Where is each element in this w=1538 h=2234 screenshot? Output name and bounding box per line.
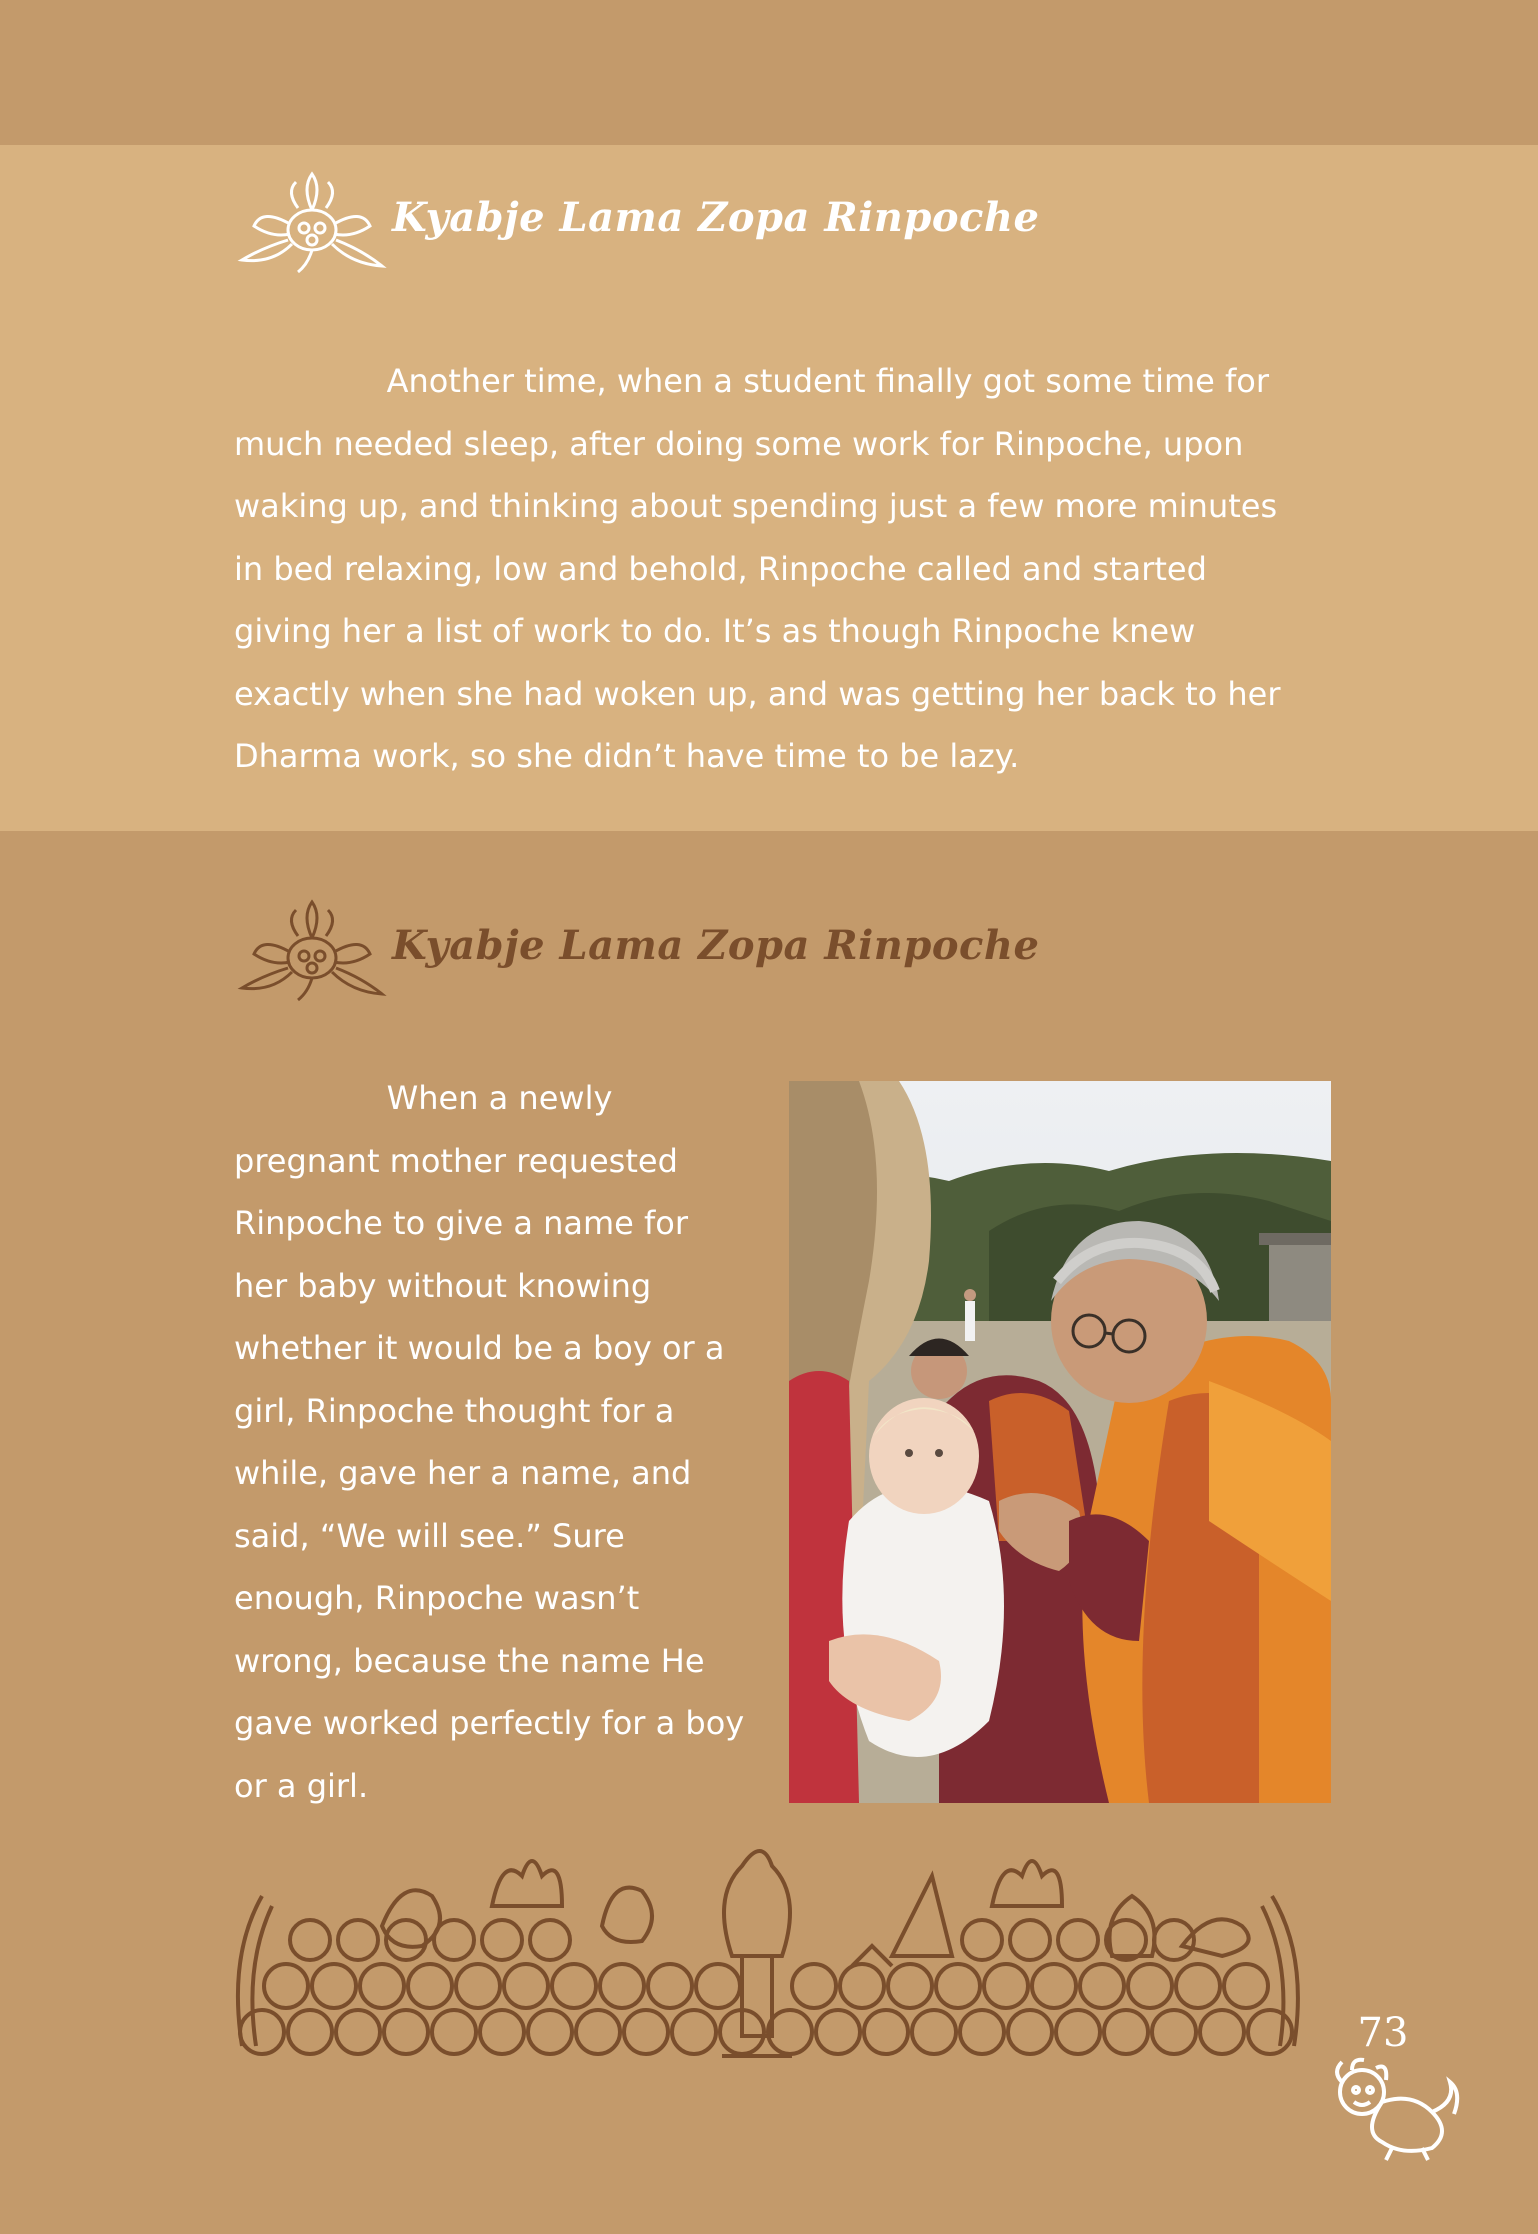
- text-line: exactly when she had woken up, and was getting her back to her: [234, 674, 1281, 713]
- top-band: [0, 0, 1538, 145]
- text-line: When a newly: [234, 1079, 613, 1117]
- text-line: girl, Rinpoche thought for a: [234, 1391, 675, 1430]
- lotus-flower-icon: [232, 896, 392, 1006]
- text-line: wrong, because the name He: [234, 1641, 705, 1680]
- section-heading-title: Kyabje Lama Zopa Rinpoche: [392, 194, 1040, 241]
- section-1-heading: [232, 168, 1132, 278]
- text-line: Dharma work, so she didn’t have time to be lazy.: [234, 737, 1020, 775]
- photo-illustration: [789, 1081, 1331, 1803]
- offerings-ornament: [232, 1836, 1304, 2072]
- lotus-flower-icon: [232, 168, 392, 278]
- section-1-paragraph: [234, 350, 1314, 788]
- page-number: 73: [1357, 2010, 1409, 2056]
- text-line: or a girl.: [234, 1766, 369, 1805]
- section-heading-title: Kyabje Lama Zopa Rinpoche: [392, 922, 1040, 969]
- text-line: pregnant mother requested: [234, 1141, 678, 1180]
- text-line: much needed sleep, after doing some work for Rinpoche, upon: [234, 424, 1244, 463]
- text-line: gave worked perfectly for a boy: [234, 1704, 745, 1742]
- section-2-paragraph: [234, 1067, 764, 1817]
- text-line: whether it would be a boy or a: [234, 1329, 725, 1367]
- text-line: in bed relaxing, low and behold, Rinpoche called and started: [234, 549, 1207, 588]
- text-line: her baby without knowing: [234, 1266, 652, 1305]
- photo-rinpoche-blessing-baby: [789, 1081, 1331, 1803]
- snow-lion-icon: [1322, 2052, 1462, 2162]
- text-line: Another time, when a student finally got some time for: [234, 362, 1269, 400]
- text-line: Rinpoche to give a name for: [234, 1204, 689, 1242]
- text-line: giving her a list of work to do. It’s as though Rinpoche knew: [234, 612, 1196, 650]
- text-line: enough, Rinpoche wasn’t: [234, 1579, 640, 1617]
- text-line: said, “We will see.” Sure: [234, 1516, 625, 1555]
- section-2-heading: [232, 896, 1132, 1006]
- text-line: waking up, and thinking about spending just a few more minutes: [234, 487, 1278, 525]
- text-line: while, gave her a name, and: [234, 1454, 692, 1492]
